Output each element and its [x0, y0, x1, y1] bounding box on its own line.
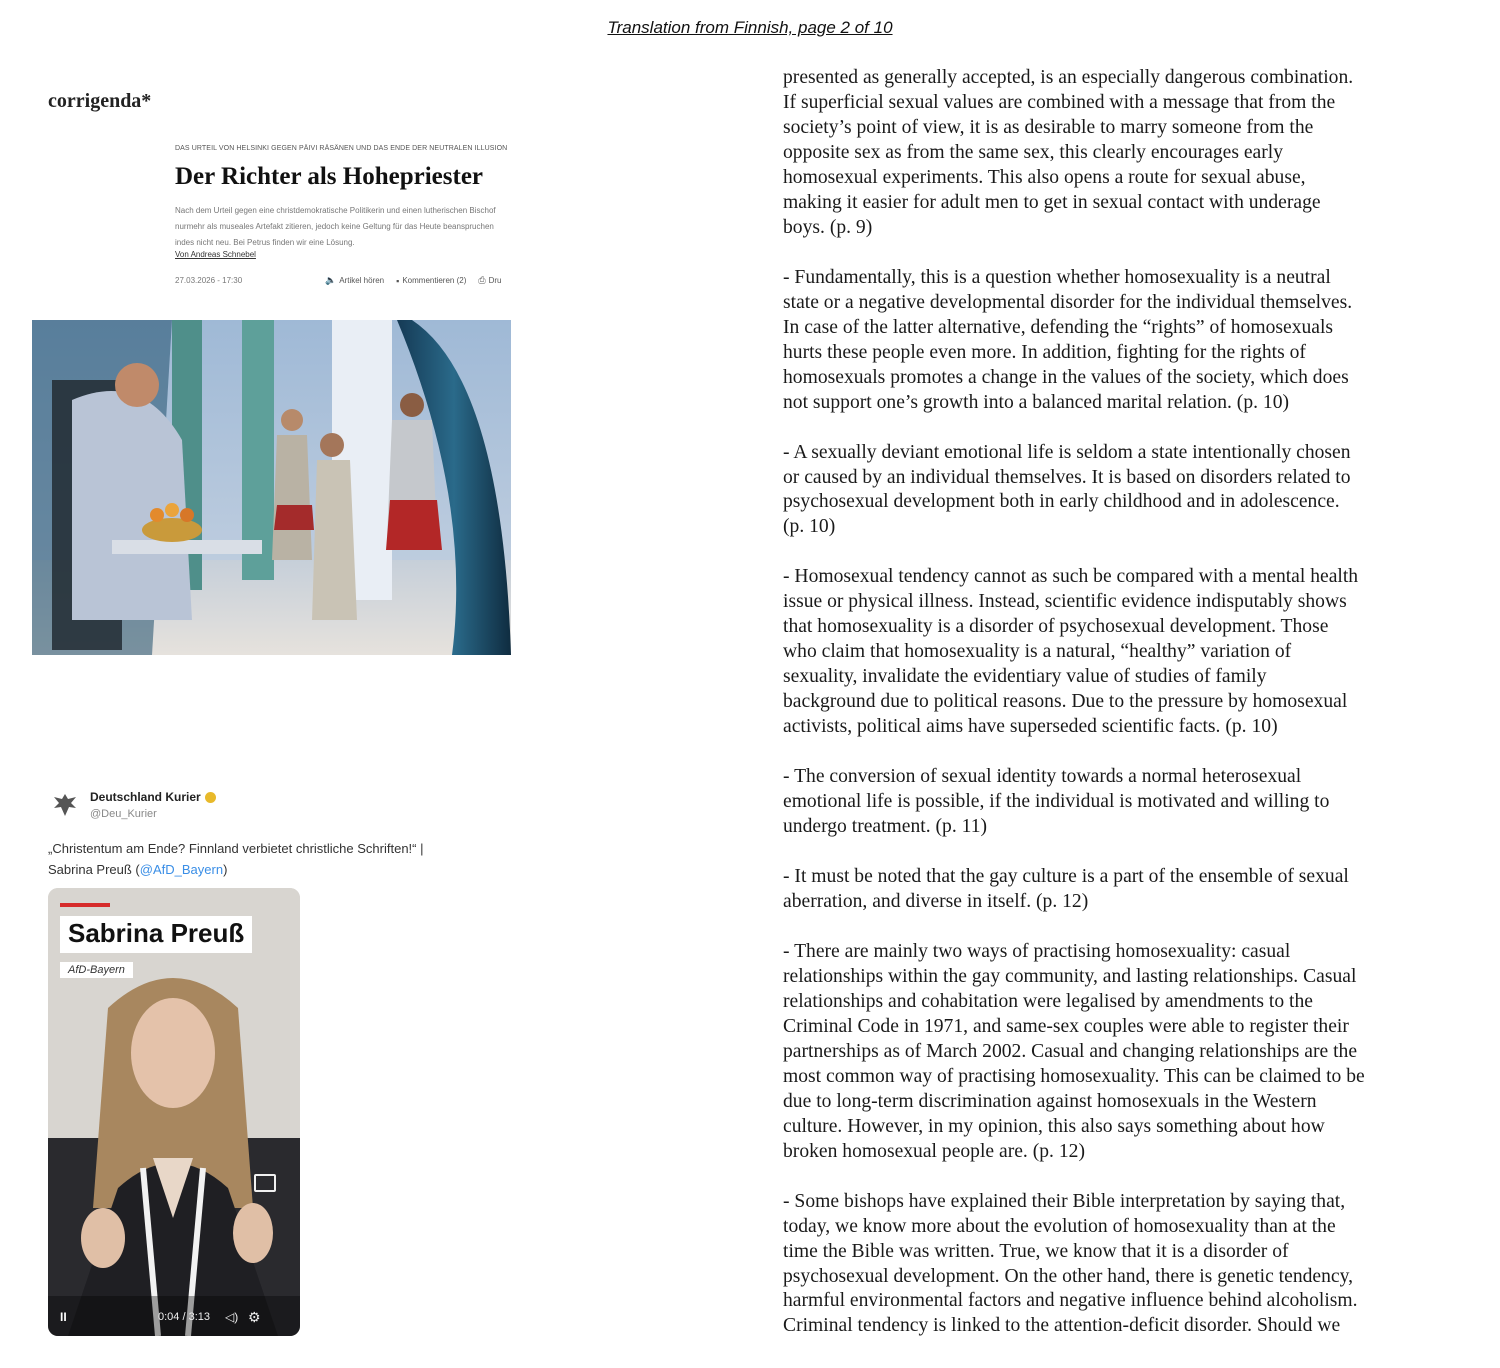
translation-line: (p. 10) — [783, 516, 836, 538]
article-date: 27.03.2026 - 17:30 — [175, 276, 243, 285]
article-lead — [175, 203, 535, 251]
translation-line: homosexuals promotes a change in the values of the society, which does — [783, 366, 1349, 388]
translation-line: relationships and cohabitation were legalised by amendments to the — [783, 990, 1313, 1012]
translation-line: broken homosexual people are. (p. 12) — [783, 1140, 1085, 1162]
translation-line: - Homosexual tendency cannot as such be compared with a mental health — [783, 566, 1359, 588]
translation-line: sexuality, invalidate the evidentiary value of studies of family — [783, 666, 1267, 688]
translation-line: background due to political reasons. Due to the pressure by homosexual — [783, 691, 1348, 713]
translation-line: - There are mainly two ways of practising homosexuality: casual — [783, 940, 1291, 962]
article-illustration — [32, 320, 511, 655]
video-time: 0:04 / 3:13 — [158, 1311, 210, 1323]
translation-line: presented as generally accepted, is an especially dangerous combination. — [783, 67, 1354, 88]
translation-line: If superficial sexual values are combined with a message that from the — [783, 91, 1336, 113]
translation-line: boys. (p. 9) — [783, 216, 873, 238]
video-name-label: Sabrina Preuß — [60, 916, 252, 953]
pause-icon[interactable]: II — [60, 1310, 67, 1324]
translation-paragraph — [783, 765, 1473, 840]
print-icon: ⎙ — [478, 275, 486, 285]
translation-line: culture. However, in my opinion, this also says something about how — [783, 1115, 1325, 1137]
article-actions — [325, 275, 531, 286]
volume-icon[interactable]: ◁) — [225, 1310, 239, 1324]
translation-line: undergo treatment. (p. 11) — [783, 816, 988, 838]
tweet-mention-link[interactable]: @AfD_Bayern — [139, 862, 224, 877]
translation-line: psychosexual development both in early childhood and in adolescence. — [783, 491, 1340, 513]
translation-line: state or a negative developmental disorder for the individual themselves. — [783, 291, 1353, 313]
translation-line: homosexual experiments. This also opens a route for sexual abuse, — [783, 166, 1306, 188]
tweet-handle[interactable]: @Deu_Kurier — [90, 808, 157, 820]
tweet-text — [48, 838, 423, 880]
listen-button[interactable] — [325, 275, 384, 286]
translation-line: activists, political aims have superseded scientific facts. (p. 10) — [783, 716, 1278, 738]
name-bar-accent — [60, 903, 110, 907]
translation-line: - Fundamentally, this is a question whether homosexuality is a neutral — [783, 266, 1331, 288]
listen-label: Artikel hören — [339, 276, 385, 285]
translation-line: - A sexually deviant emotional life is seldom a state intentionally chosen — [783, 441, 1351, 463]
print-button[interactable] — [478, 275, 501, 286]
translation-line: or caused by an individual themselves. It is based on disorders related to — [783, 466, 1351, 488]
article-lead-line: nurmehr als museales Artefakt zitieren, jedoch keine Geltung für das Heute beanspruchen — [175, 222, 494, 231]
translation-line: hurts these people even more. In addition, fighting for the rights of — [783, 341, 1306, 363]
biblical-scene-illustration — [32, 320, 511, 655]
translation-text — [783, 66, 1473, 1364]
video-controls — [48, 1296, 300, 1336]
translation-line: today, we know more about the evolution of homosexuality than at the — [783, 1215, 1336, 1237]
article-headline: Der Richter als Hohepriester — [175, 163, 484, 190]
translation-line: partnerships as of March 2002. Casual and changing relationships are the — [783, 1040, 1358, 1062]
tweet-text-line: „Christentum am Ende? Finnland verbietet christliche Schriften!“ | — [48, 841, 424, 856]
publication-logo: corrigenda* — [48, 90, 152, 112]
speaker-icon: 🔈 — [325, 275, 337, 285]
translation-paragraph — [783, 441, 1473, 541]
page-header: Translation from Finnish, page 2 of 10 — [607, 18, 893, 37]
translation-paragraph — [783, 1190, 1473, 1340]
translation-paragraph — [783, 565, 1473, 740]
translation-line: not support one’s growth into a balanced marital relation. (p. 10) — [783, 391, 1290, 413]
tweet-text-fragment: Sabrina Preuß ( — [48, 862, 140, 877]
article-lead-line: Nach dem Urteil gegen eine christdemokratische Politikerin und einen lutherischen Bischof — [175, 206, 496, 215]
translation-paragraph — [783, 66, 1473, 241]
settings-icon[interactable]: ⚙ — [248, 1309, 261, 1325]
translation-line: who claim that homosexuality is a natural, “healthy” variation of — [783, 641, 1292, 663]
translation-line: In case of the latter alternative, defending the “rights” of homosexuals — [783, 316, 1334, 338]
translation-paragraph — [783, 865, 1473, 915]
translation-paragraph — [783, 940, 1473, 1165]
picture-in-picture-icon[interactable] — [254, 1174, 276, 1192]
translation-line: harmful environmental factors and negative influence behind alcoholism. — [783, 1290, 1358, 1312]
video-party-label: AfD-Bayern — [60, 962, 133, 978]
translation-line: relationships within the gay community, and lasting relationships. Casual — [783, 965, 1357, 987]
tweet-text-fragment: ) — [223, 862, 228, 877]
article-kicker: DAS URTEIL VON HELSINKI GEGEN PÄIVI RÄSÄNEN UND DAS ENDE DER NEUTRALEN ILLUSION — [175, 145, 508, 152]
tweet-text-line — [48, 859, 423, 880]
tweet-author-name: Deutschland Kurier — [90, 790, 201, 804]
translation-line: - The conversion of sexual identity towards a normal heterosexual — [783, 766, 1302, 788]
eagle-logo-icon — [50, 790, 80, 820]
translation-line: - It must be noted that the gay culture is a part of the ensemble of sexual — [783, 866, 1349, 887]
tweet-avatar[interactable] — [50, 790, 80, 820]
translation-line: - Some bishops have explained their Bible interpretation by saying that, — [783, 1190, 1346, 1212]
comment-icon: ▪ — [396, 275, 400, 286]
translation-line: that homosexuality is a disorder of psychosexual development. Those — [783, 616, 1329, 638]
comment-button[interactable] — [396, 275, 466, 286]
translation-line: emotional life is possible, if the individual is motivated and willing to — [783, 791, 1330, 813]
tweet-author[interactable] — [90, 790, 216, 804]
translation-line: society’s point of view, it is as desirable to marry someone from the — [783, 116, 1314, 138]
translation-line: psychosexual development. On the other hand, there is genetic tendency, — [783, 1265, 1354, 1287]
print-label: Dru — [488, 276, 502, 285]
article-lead-line: indes nicht neu. Bei Petrus finden wir eine Lösung. — [175, 238, 355, 247]
article-byline[interactable]: Von Andreas Schnebel — [175, 250, 256, 259]
translation-paragraph — [783, 266, 1473, 416]
comment-label: Kommentieren (2) — [402, 276, 467, 285]
translation-line: time the Bible was written. True, we know that it is a disorder of — [783, 1240, 1289, 1262]
translation-line: issue or physical illness. Instead, scientific evidence indisputably shows — [783, 591, 1347, 613]
video-frame — [48, 888, 300, 1336]
tweet-video[interactable] — [48, 888, 300, 1336]
translation-line: Criminal Code in 1971, and same-sex couples were able to register their — [783, 1015, 1349, 1037]
translation-line: aberration, and diverse in itself. (p. 12) — [783, 890, 1089, 912]
translation-line: due to long-term discrimination against homosexuals in the Western — [783, 1090, 1317, 1112]
translation-line: making it easier for adult men to get in sexual contact with underage — [783, 191, 1321, 213]
translation-line: most common way of practising homosexuality. This can be claimed to be — [783, 1065, 1365, 1087]
translation-line: Criminal tendency is linked to the attention-deficit disorder. Should we — [783, 1315, 1341, 1337]
translation-line: opposite sex as from the same sex, this clearly encourages early — [783, 141, 1284, 163]
verified-badge-icon — [205, 792, 216, 803]
